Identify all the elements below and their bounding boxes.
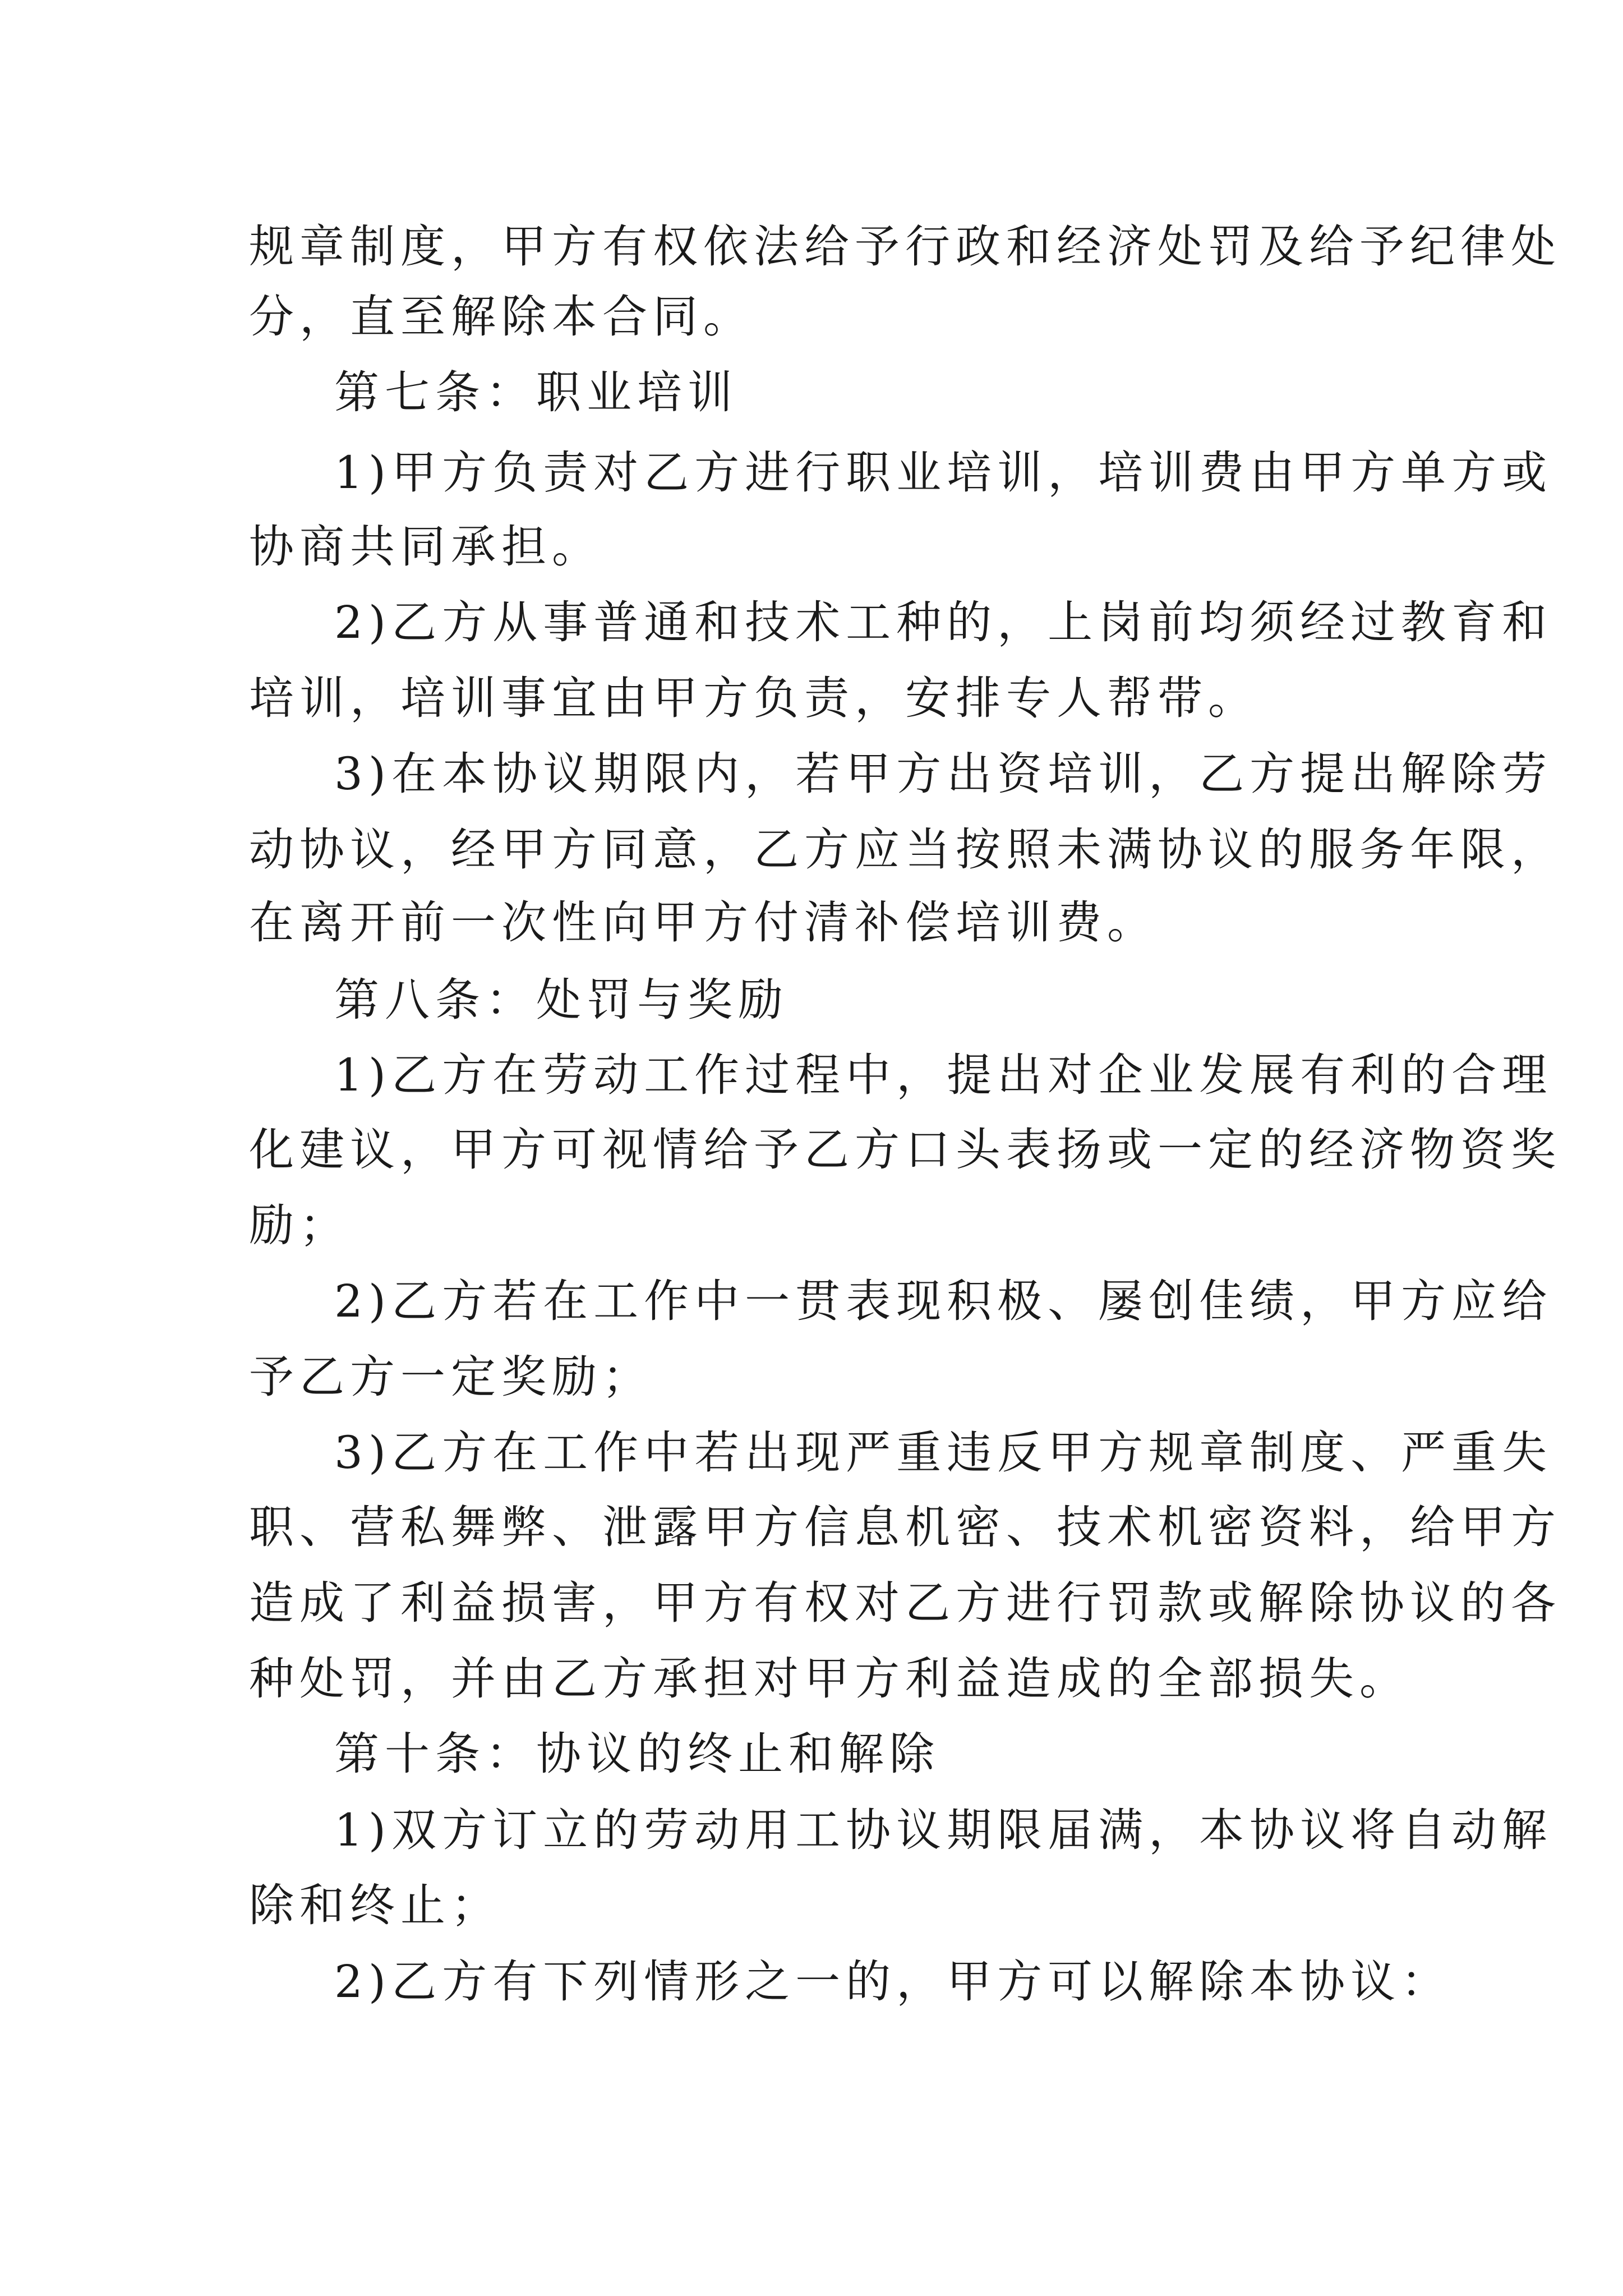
article-7-heading: 第七条：职业培训: [334, 366, 738, 418]
text-line: 造成了利益损害，甲方有权对乙方进行罚款或解除协议的各: [249, 1577, 1561, 1629]
text-line: 3)乙方在工作中若出现严重违反甲方规章制度、严重失: [334, 1427, 1553, 1479]
text-line: 职、营私舞弊、泄露甲方信息机密、技术机密资料，给甲方: [249, 1501, 1561, 1553]
text-line: 规章制度，甲方有权依法给予行政和经济处罚及给予纪律处: [249, 220, 1561, 273]
text-line: 予乙方一定奖励；: [249, 1351, 653, 1403]
text-line: 培训，培训事宜由甲方负责，安排专人帮带。: [249, 672, 1258, 724]
text-line: 励；: [249, 1199, 350, 1251]
text-line: 化建议，甲方可视情给予乙方口头表扬或一定的经济物资奖: [249, 1124, 1561, 1176]
text-line: 1)乙方在劳动工作过程中，提出对企业发展有利的合理: [334, 1049, 1553, 1101]
text-line: 2)乙方有下列情形之一的，甲方可以解除本协议：: [334, 1955, 1452, 2008]
text-line: 在离开前一次性向甲方付清补偿培训费。: [249, 896, 1158, 949]
text-line: 分，直至解除本合同。: [249, 291, 754, 343]
text-line: 2)乙方从事普通和技术工种的，上岗前均须经过教育和: [334, 596, 1553, 648]
text-line: 1)甲方负责对乙方进行职业培训，培训费由甲方单方或: [334, 447, 1553, 499]
text-line: 3)在本协议期限内，若甲方出资培训，乙方提出解除劳: [334, 748, 1553, 800]
text-line: 1)双方订立的劳动用工协议期限届满，本协议将自动解: [334, 1804, 1553, 1856]
text-line: 种处罚，并由乙方承担对甲方利益造成的全部损失。: [249, 1653, 1410, 1705]
article-10-heading: 第十条：协议的终止和解除: [334, 1728, 940, 1780]
text-line: 除和终止；: [249, 1879, 501, 1931]
article-8-heading: 第八条：处罚与奖励: [334, 974, 789, 1026]
text-line: 2)乙方若在工作中一贯表现积极、屡创佳绩，甲方应给: [334, 1275, 1553, 1327]
text-line: 动协议，经甲方同意，乙方应当按照未满协议的服务年限，: [249, 823, 1561, 876]
text-line: 协商共同承担。: [249, 521, 602, 573]
